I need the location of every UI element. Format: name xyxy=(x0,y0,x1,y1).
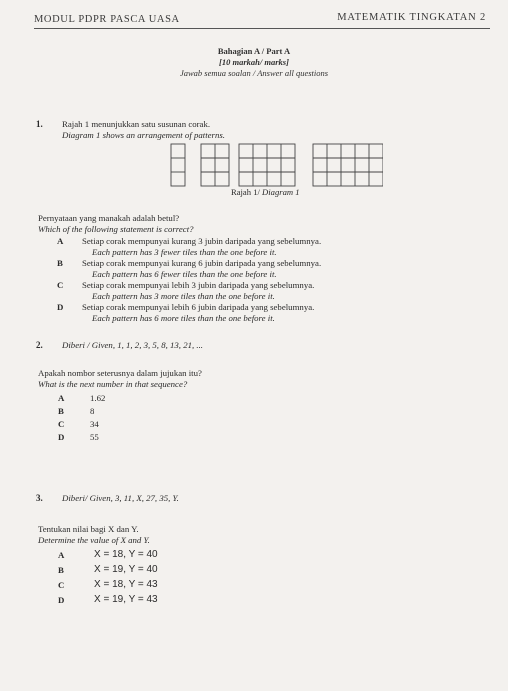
q2-question-ms: Apakah nombor seterusnya dalam jujukan itu? xyxy=(38,368,202,378)
q2-option-b[interactable]: 8 xyxy=(90,406,95,416)
q3-number: 3. xyxy=(36,493,43,503)
tile-pattern-diagram xyxy=(163,142,383,188)
diagram-caption xyxy=(231,187,300,197)
q2-option-a[interactable]: 1.62 xyxy=(90,393,106,403)
q1-option-a-en: Each pattern has 3 fewer tiles than the one before it. xyxy=(92,247,277,257)
q2-option-c-letter[interactable]: C xyxy=(58,419,65,429)
caption-ms: Rajah 1/ xyxy=(231,187,260,197)
q1-option-b-letter[interactable]: B xyxy=(57,258,63,268)
q3-option-a[interactable]: X = 18, Y = 40 xyxy=(94,549,158,560)
q2-number: 2. xyxy=(36,340,43,350)
q3-question-ms: Tentukan nilai bagi X dan Y. xyxy=(38,524,139,534)
q3-given: Diberi/ Given, 3, 11, X, 27, 35, Y. xyxy=(62,493,179,503)
q2-option-d[interactable]: 55 xyxy=(90,432,99,442)
header-divider xyxy=(34,28,490,29)
module-title: MODUL PDPR PASCA UASA xyxy=(34,14,180,25)
q3-option-a-letter[interactable]: A xyxy=(58,550,65,560)
part-marks: [10 markah/ marks] xyxy=(219,57,289,67)
q1-question-en: Which of the following statement is correct? xyxy=(38,224,194,234)
q1-number: 1. xyxy=(36,119,43,129)
q3-option-b[interactable]: X = 19, Y = 40 xyxy=(94,564,158,575)
q1-intro-en: Diagram 1 shows an arrangement of patterns. xyxy=(62,130,225,140)
q1-option-d-en: Each pattern has 6 more tiles than the one before it. xyxy=(92,313,275,323)
subject-title: MATEMATIK TINGKATAN 2 xyxy=(337,12,486,23)
pattern-4 xyxy=(313,144,383,186)
q2-option-a-letter[interactable]: A xyxy=(58,393,65,403)
q1-intro-ms: Rajah 1 menunjukkan satu susunan corak. xyxy=(62,119,211,129)
q3-option-c-letter[interactable]: C xyxy=(58,580,65,590)
q1-option-d-letter[interactable]: D xyxy=(57,302,64,312)
q3-option-b-letter[interactable]: B xyxy=(58,565,64,575)
q3-option-d-letter[interactable]: D xyxy=(58,595,65,605)
pattern-3 xyxy=(239,144,295,186)
pattern-2 xyxy=(201,144,229,186)
q2-option-b-letter[interactable]: B xyxy=(58,406,64,416)
q1-option-a-ms: Setiap corak mempunyai kurang 3 jubin daripada yang sebelumnya. xyxy=(82,236,322,246)
part-heading xyxy=(0,46,508,79)
part-instruction: Jawab semua soalan / Answer all questions xyxy=(179,68,329,78)
q3-question-en: Determine the value of X and Y. xyxy=(38,535,150,545)
q1-option-c-letter[interactable]: C xyxy=(57,280,64,290)
q1-option-c-en: Each pattern has 3 more tiles than the one before it. xyxy=(92,291,275,301)
q1-option-b-en: Each pattern has 6 fewer tiles than the one before it. xyxy=(92,269,277,279)
q2-option-c[interactable]: 34 xyxy=(90,419,99,429)
q1-option-b[interactable] xyxy=(82,258,321,280)
q2-option-d-letter[interactable]: D xyxy=(58,432,65,442)
q3-option-d[interactable]: X = 19, Y = 43 xyxy=(94,594,158,605)
q1-option-d-ms: Setiap corak mempunyai lebih 6 jubin daripada yang sebelumnya. xyxy=(82,302,315,312)
q1-option-a-letter[interactable]: A xyxy=(57,236,64,246)
part-title: Bahagian A / Part A xyxy=(217,46,291,56)
q1-question-ms: Pernyataan yang manakah adalah betul? xyxy=(38,213,180,223)
pattern-1 xyxy=(171,144,185,186)
caption-en: Diagram 1 xyxy=(262,187,300,197)
q1-option-b-ms: Setiap corak mempunyai kurang 6 jubin daripada yang sebelumnya. xyxy=(82,258,322,268)
q2-given: Diberi / Given, 1, 1, 2, 3, 5, 8, 13, 21, ... xyxy=(62,340,203,350)
q3-option-c[interactable]: X = 18, Y = 43 xyxy=(94,579,158,590)
q2-question-en: What is the next number in that sequence? xyxy=(38,379,188,389)
q1-option-c-ms: Setiap corak mempunyai lebih 3 jubin daripada yang sebelumnya. xyxy=(82,280,315,290)
q1-option-d[interactable] xyxy=(82,302,314,324)
q1-option-c[interactable] xyxy=(82,280,314,302)
q1-option-a[interactable] xyxy=(82,236,321,258)
